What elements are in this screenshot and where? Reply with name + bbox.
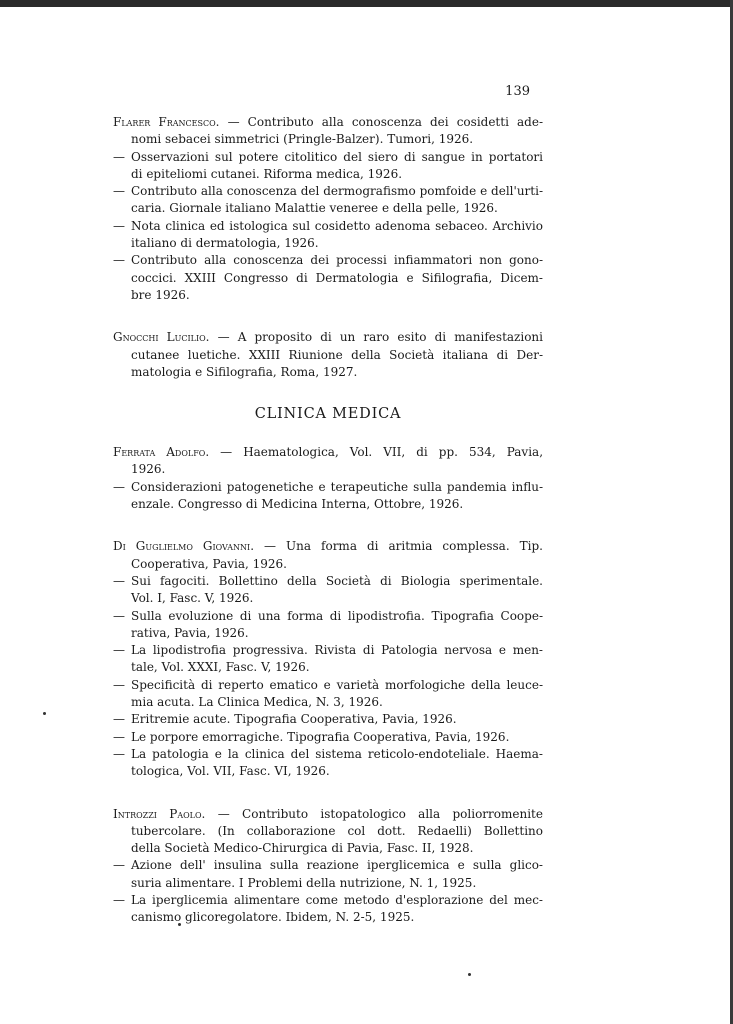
text-line	[113, 711, 543, 728]
text-line	[113, 287, 543, 304]
entry-dash: —	[113, 677, 125, 692]
text-line	[113, 347, 543, 364]
section-heading: CLINICA MEDICA	[254, 406, 402, 423]
publication-entry	[113, 729, 543, 746]
text-line	[113, 364, 543, 381]
text-line	[113, 479, 543, 496]
text-line	[113, 329, 543, 346]
line-text: suria alimentare. I Problemi della nutrizione, N. 1, 1925.	[131, 875, 477, 890]
line-text: Nota clinica ed istologica sul cosidetto adenoma sebaceo. Archivio	[131, 218, 543, 233]
line-text: canismo glicoregolatore. Ibidem, N. 2-5, 1925.	[131, 910, 415, 925]
text-line	[113, 875, 543, 892]
publication-entry	[113, 149, 543, 184]
line-text: La lipodistrofia progressiva. Rivista di Patologia nervosa e men-	[131, 643, 543, 658]
text-line	[113, 677, 543, 694]
text-line	[113, 461, 543, 478]
text-line	[113, 496, 543, 513]
entry-dash: —	[113, 253, 125, 268]
entry-dash: —	[113, 892, 125, 907]
scan-top-edge	[0, 0, 733, 7]
line-text: della Società Medico-Chirurgica di Pavia, Fasc. II, 1928.	[131, 841, 474, 856]
author-entry	[113, 806, 543, 858]
entry-dash: —	[113, 149, 125, 164]
text-line	[113, 729, 543, 746]
entry-dash: —	[113, 858, 125, 873]
entry-dash: —	[113, 608, 125, 623]
text-line	[113, 892, 543, 909]
bibliography-group	[113, 406, 543, 513]
line-text: rativa, Pavia, 1926.	[131, 625, 249, 640]
entry-dash: —	[113, 184, 125, 199]
entry-dash: —	[113, 218, 125, 233]
text-line	[113, 538, 543, 555]
scan-speck	[468, 973, 471, 976]
text-line	[113, 166, 543, 183]
author-entry	[113, 538, 543, 573]
text-line	[113, 806, 543, 823]
entry-dash: —	[113, 712, 125, 727]
line-text: — Haematologica, Vol. VII, di pp. 534, Pavia,	[209, 445, 544, 460]
entry-dash: —	[113, 729, 125, 744]
text-line	[113, 590, 543, 607]
publication-entry	[113, 252, 543, 304]
line-text: tubercolare. (In collaborazione col dott. Redaelli) Bollettino	[131, 823, 543, 838]
line-text: mia acuta. La Clinica Medica, N. 3, 1926.	[131, 695, 383, 710]
publication-entry	[113, 573, 543, 608]
text-line	[113, 444, 543, 461]
text-line	[113, 625, 543, 642]
line-text: coccici. XXIII Congresso di Dermatologia e Sifilografia, Dicem-	[131, 270, 543, 285]
line-text: La iperglicemia alimentare come metodo d'esplorazione del mec-	[131, 892, 543, 907]
line-text: Specificità di reperto ematico e varietà morfologiche della leuce-	[131, 677, 543, 692]
text-line	[113, 218, 543, 235]
text-line	[113, 252, 543, 269]
text-line	[113, 114, 543, 131]
publication-entry	[113, 642, 543, 677]
publication-entry	[113, 218, 543, 253]
author-name: Flarer Francesco.	[113, 115, 220, 129]
text-line	[113, 823, 543, 840]
text-line	[113, 608, 543, 625]
text-line	[113, 659, 543, 676]
line-text: enzale. Congresso di Medicina Interna, Ottobre, 1926.	[131, 497, 464, 512]
line-text: Le porpore emorragiche. Tipografia Cooperativa, Pavia, 1926.	[131, 729, 510, 744]
line-text: 1926.	[131, 462, 166, 477]
line-text: bre 1926.	[131, 287, 190, 302]
line-text: caria. Giornale italiano Malattie veneree e della pelle, 1926.	[131, 201, 498, 216]
text-line	[113, 149, 543, 166]
line-text: Azione dell' insulina sulla reazione iperglicemica e sulla glico-	[131, 858, 543, 873]
text-line	[113, 642, 543, 659]
text-line	[113, 909, 543, 926]
line-text: — Contributo istopatologico alla poliorromenite	[205, 806, 543, 821]
publication-entry	[113, 711, 543, 728]
author-name: Gnocchi Lucilio.	[113, 330, 210, 345]
author-name: Introzzi Paolo.	[113, 806, 206, 821]
text-line	[113, 694, 543, 711]
publication-entry	[113, 746, 543, 781]
author-entry	[113, 329, 543, 381]
line-text: — Contributo alla conoscenza dei cosidetti ade-	[219, 115, 544, 129]
line-text: Contributo alla conoscenza del dermografismo pomfoide e dell'urti-	[131, 184, 543, 199]
publication-entry	[113, 892, 543, 927]
text-line	[113, 200, 543, 217]
author-name: Ferrata Adolfo.	[113, 445, 210, 460]
text-line	[113, 556, 543, 573]
text-line	[113, 573, 543, 590]
bibliography-group	[113, 114, 543, 304]
page-number: 139	[505, 84, 530, 99]
line-text: Osservazioni sul potere citolitico del siero di sangue in portatori	[131, 149, 543, 164]
line-text: — Una forma di aritmia complessa. Tip.	[254, 539, 543, 554]
author-entry	[113, 114, 543, 149]
line-text: Sulla evoluzione di una forma di lipodistrofia. Tipografia Coope-	[131, 608, 543, 623]
text-line	[113, 857, 543, 874]
line-text: — A proposito di un raro esito di manifestazioni	[209, 330, 543, 345]
line-text: Sui fagociti. Bollettino della Società di Biologia sperimentale.	[131, 573, 543, 588]
line-text: Contributo alla conoscenza dei processi infiammatori non gono-	[131, 253, 543, 268]
bibliography-group	[113, 329, 543, 381]
text-line	[113, 235, 543, 252]
entry-dash: —	[113, 746, 125, 761]
entry-dash: —	[113, 479, 125, 494]
line-text: Cooperativa, Pavia, 1926.	[131, 556, 287, 571]
scan-speck	[43, 712, 46, 715]
text-line	[113, 763, 543, 780]
text-line	[113, 131, 543, 148]
bibliography-content	[113, 114, 543, 952]
line-text: Eritremie acute. Tipografia Cooperativa, Pavia, 1926.	[131, 712, 457, 727]
line-text: italiano di dermatologia, 1926.	[131, 236, 319, 251]
line-text: di epiteliomi cutanei. Riforma medica, 1926.	[131, 166, 403, 181]
text-line	[113, 270, 543, 287]
text-line	[113, 840, 543, 857]
line-text: Vol. I, Fasc. V, 1926.	[131, 591, 254, 606]
line-text: La patologia e la clinica del sistema reticolo-endoteliale. Haema-	[131, 746, 543, 761]
publication-entry	[113, 479, 543, 514]
bibliography-group	[113, 806, 543, 927]
line-text: tologica, Vol. VII, Fasc. VI, 1926.	[131, 764, 330, 779]
line-text: nomi sebacei simmetrici (Pringle-Balzer). Tumori, 1926.	[131, 132, 474, 147]
line-text: tale, Vol. XXXI, Fasc. V, 1926.	[131, 660, 310, 675]
line-text: Considerazioni patogenetiche e terapeutiche sulla pandemia influ-	[131, 479, 543, 494]
bibliography-group	[113, 538, 543, 780]
entry-dash: —	[113, 573, 125, 588]
author-name: Di Guglielmo Giovanni.	[113, 539, 255, 554]
publication-entry	[113, 857, 543, 892]
line-text: cutanee luetiche. XXIII Riunione della Società italiana di Der-	[131, 347, 543, 362]
text-line	[113, 183, 543, 200]
text-line	[113, 746, 543, 763]
entry-dash: —	[113, 643, 125, 658]
publication-entry	[113, 183, 543, 218]
publication-entry	[113, 608, 543, 643]
line-text: matologia e Sifilografia, Roma, 1927.	[131, 364, 358, 379]
author-entry	[113, 444, 543, 479]
publication-entry	[113, 677, 543, 712]
